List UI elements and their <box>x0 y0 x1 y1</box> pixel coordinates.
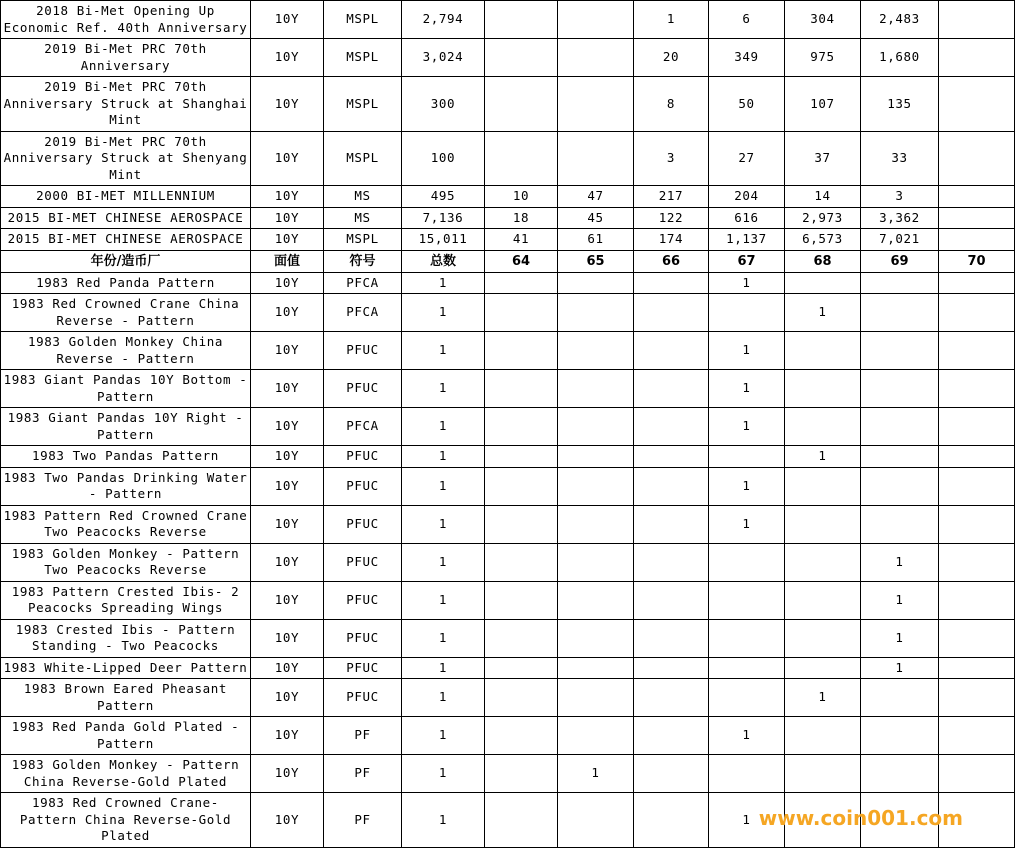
cell-g68 <box>785 793 861 848</box>
cell-g66 <box>634 543 709 581</box>
cell-g65 <box>558 77 634 132</box>
cell-symbol: PFCA <box>324 408 402 446</box>
cell-denomination: 10Y <box>251 294 324 332</box>
cell-g69 <box>861 370 939 408</box>
cell-g64 <box>485 467 558 505</box>
cell-name: 1983 Red Panda Gold Plated - Pattern <box>1 717 251 755</box>
cell-total: 1 <box>402 294 485 332</box>
cell-total: 1 <box>402 370 485 408</box>
cell-g66: 20 <box>634 39 709 77</box>
cell-denomination: 10Y <box>251 467 324 505</box>
cell-denomination: 10Y <box>251 370 324 408</box>
cell-g70 <box>939 229 1015 251</box>
cell-g70 <box>939 505 1015 543</box>
cell-g64 <box>485 446 558 468</box>
cell-g67: 27 <box>709 131 785 186</box>
cell-symbol: PFUC <box>324 657 402 679</box>
cell-g65 <box>558 581 634 619</box>
cell-symbol: MSPL <box>324 1 402 39</box>
cell-g64 <box>485 272 558 294</box>
cell-g69: 1 <box>861 581 939 619</box>
cell-g67 <box>709 657 785 679</box>
cell-g64: 10 <box>485 186 558 208</box>
cell-g65: 47 <box>558 186 634 208</box>
cell-g67 <box>709 755 785 793</box>
cell-denomination: 10Y <box>251 581 324 619</box>
cell-g65: 61 <box>558 229 634 251</box>
cell-g65 <box>558 370 634 408</box>
cell-g64 <box>485 1 558 39</box>
cell-g67 <box>709 581 785 619</box>
cell-g69 <box>861 679 939 717</box>
cell-g68: 1 <box>785 679 861 717</box>
cell-name: 1983 Golden Monkey - Pattern China Reverse-Gold Plated <box>1 755 251 793</box>
cell-g66 <box>634 679 709 717</box>
cell-g65 <box>558 408 634 446</box>
cell-symbol: PFUC <box>324 679 402 717</box>
cell-g70 <box>939 408 1015 446</box>
cell-g65 <box>558 505 634 543</box>
cell-g70 <box>939 294 1015 332</box>
cell-g69: 7,021 <box>861 229 939 251</box>
table-row <box>1 39 1015 77</box>
cell-g65 <box>558 446 634 468</box>
cell-g65 <box>558 39 634 77</box>
cell-total: 1 <box>402 755 485 793</box>
cell-name: 1983 Giant Pandas 10Y Right - Pattern <box>1 408 251 446</box>
cell-symbol: PF <box>324 755 402 793</box>
table-row <box>1 294 1015 332</box>
cell-g69: 1 <box>861 543 939 581</box>
cell-symbol: MSPL <box>324 77 402 132</box>
cell-g70 <box>939 717 1015 755</box>
cell-g68 <box>785 619 861 657</box>
cell-denomination: 10Y <box>251 408 324 446</box>
cell-g67: 1 <box>709 332 785 370</box>
cell-g70 <box>939 332 1015 370</box>
cell-g69: 1 <box>861 619 939 657</box>
cell-g67: 1 <box>709 370 785 408</box>
cell-g68: 2,973 <box>785 207 861 229</box>
cell-name: 1983 Pattern Crested Ibis- 2 Peacocks Spreading Wings <box>1 581 251 619</box>
cell-g69 <box>861 755 939 793</box>
cell-g64 <box>485 793 558 848</box>
cell-name: 1983 Golden Monkey China Reverse - Pattern <box>1 332 251 370</box>
cell-g64 <box>485 39 558 77</box>
cell-g66 <box>634 272 709 294</box>
cell-g64 <box>485 131 558 186</box>
cell-g68 <box>785 332 861 370</box>
cell-g65 <box>558 657 634 679</box>
cell-g64 <box>485 332 558 370</box>
cell-total: 1 <box>402 408 485 446</box>
cell-g68: 14 <box>785 186 861 208</box>
cell-g68 <box>785 717 861 755</box>
cell-g66 <box>634 793 709 848</box>
cell-total: 15,011 <box>402 229 485 251</box>
column-header-g69: 69 <box>861 250 939 272</box>
cell-symbol: PFUC <box>324 467 402 505</box>
cell-symbol: PF <box>324 717 402 755</box>
cell-symbol: MS <box>324 207 402 229</box>
cell-symbol: PFUC <box>324 332 402 370</box>
cell-g64: 18 <box>485 207 558 229</box>
cell-denomination: 10Y <box>251 77 324 132</box>
cell-denomination: 10Y <box>251 505 324 543</box>
table-row <box>1 793 1015 848</box>
cell-g67 <box>709 543 785 581</box>
cell-g64 <box>485 717 558 755</box>
table-row <box>1 207 1015 229</box>
cell-total: 1 <box>402 505 485 543</box>
site-watermark: www.coin001.com <box>758 806 963 830</box>
cell-g69 <box>861 294 939 332</box>
cell-name: 1983 Two Pandas Drinking Water - Pattern <box>1 467 251 505</box>
cell-g68 <box>785 408 861 446</box>
cell-g66: 8 <box>634 77 709 132</box>
table-row <box>1 272 1015 294</box>
cell-g68: 1 <box>785 294 861 332</box>
cell-symbol: PFUC <box>324 619 402 657</box>
cell-name: 1983 White-Lipped Deer Pattern <box>1 657 251 679</box>
cell-denomination: 10Y <box>251 679 324 717</box>
table-row <box>1 717 1015 755</box>
cell-name: 1983 Red Panda Pattern <box>1 272 251 294</box>
cell-g64: 41 <box>485 229 558 251</box>
cell-g68 <box>785 467 861 505</box>
cell-g69 <box>861 505 939 543</box>
cell-g69: 1,680 <box>861 39 939 77</box>
column-header-g65: 65 <box>558 250 634 272</box>
cell-g70 <box>939 793 1015 848</box>
cell-denomination: 10Y <box>251 229 324 251</box>
cell-denomination: 10Y <box>251 657 324 679</box>
cell-name: 2019 Bi-Met PRC 70th Anniversary Struck at Shanghai Mint <box>1 77 251 132</box>
cell-g65 <box>558 332 634 370</box>
cell-g66 <box>634 408 709 446</box>
cell-g68: 304 <box>785 1 861 39</box>
cell-g70 <box>939 131 1015 186</box>
cell-denomination: 10Y <box>251 39 324 77</box>
cell-g64 <box>485 755 558 793</box>
cell-denomination: 10Y <box>251 543 324 581</box>
cell-g67 <box>709 679 785 717</box>
cell-name: 2015 BI-MET CHINESE AEROSPACE <box>1 229 251 251</box>
cell-symbol: MSPL <box>324 229 402 251</box>
cell-g68 <box>785 543 861 581</box>
cell-name: 1983 Pattern Red Crowned Crane Two Peacocks Reverse <box>1 505 251 543</box>
cell-g67: 616 <box>709 207 785 229</box>
table-row <box>1 505 1015 543</box>
table-row <box>1 77 1015 132</box>
cell-total: 1 <box>402 717 485 755</box>
cell-total: 1 <box>402 467 485 505</box>
cell-g67: 6 <box>709 1 785 39</box>
cell-g67 <box>709 619 785 657</box>
cell-g64 <box>485 543 558 581</box>
table-row <box>1 332 1015 370</box>
cell-g68: 37 <box>785 131 861 186</box>
cell-g67: 50 <box>709 77 785 132</box>
cell-g66 <box>634 619 709 657</box>
cell-symbol: PFUC <box>324 543 402 581</box>
cell-denomination: 10Y <box>251 446 324 468</box>
cell-g69 <box>861 332 939 370</box>
cell-g68: 6,573 <box>785 229 861 251</box>
column-header-g67: 67 <box>709 250 785 272</box>
cell-g68 <box>785 272 861 294</box>
cell-symbol: PFCA <box>324 272 402 294</box>
cell-g68: 107 <box>785 77 861 132</box>
cell-symbol: PFUC <box>324 446 402 468</box>
cell-total: 1 <box>402 272 485 294</box>
cell-g65 <box>558 131 634 186</box>
cell-name: 1983 Giant Pandas 10Y Bottom - Pattern <box>1 370 251 408</box>
cell-g64 <box>485 408 558 446</box>
table-row <box>1 370 1015 408</box>
cell-g68 <box>785 657 861 679</box>
cell-g69: 1 <box>861 657 939 679</box>
table-row <box>1 186 1015 208</box>
cell-g67: 1 <box>709 467 785 505</box>
cell-g69 <box>861 408 939 446</box>
cell-symbol: PFUC <box>324 505 402 543</box>
column-header-denomination: 面值 <box>251 250 324 272</box>
cell-g66 <box>634 332 709 370</box>
cell-name: 1983 Red Crowned Crane China Reverse - Pattern <box>1 294 251 332</box>
cell-g66: 122 <box>634 207 709 229</box>
cell-g65: 45 <box>558 207 634 229</box>
cell-g66 <box>634 446 709 468</box>
column-header-g66: 66 <box>634 250 709 272</box>
cell-g66 <box>634 657 709 679</box>
cell-g65 <box>558 679 634 717</box>
cell-symbol: PFUC <box>324 581 402 619</box>
cell-g69 <box>861 717 939 755</box>
cell-g69 <box>861 272 939 294</box>
cell-g70 <box>939 272 1015 294</box>
cell-g69 <box>861 446 939 468</box>
cell-total: 1 <box>402 679 485 717</box>
cell-g69: 3,362 <box>861 207 939 229</box>
cell-g65 <box>558 793 634 848</box>
column-header-g70: 70 <box>939 250 1015 272</box>
cell-g68 <box>785 581 861 619</box>
table-row <box>1 446 1015 468</box>
cell-g64 <box>485 505 558 543</box>
cell-symbol: MS <box>324 186 402 208</box>
table-row <box>1 679 1015 717</box>
column-header-symbol: 符号 <box>324 250 402 272</box>
cell-total: 1 <box>402 581 485 619</box>
cell-g65 <box>558 1 634 39</box>
cell-g70 <box>939 543 1015 581</box>
cell-g69 <box>861 793 939 848</box>
cell-g70 <box>939 186 1015 208</box>
cell-g70 <box>939 207 1015 229</box>
cell-total: 3,024 <box>402 39 485 77</box>
cell-g67: 1 <box>709 717 785 755</box>
table-header-row <box>1 250 1015 272</box>
column-header-g68: 68 <box>785 250 861 272</box>
cell-total: 1 <box>402 619 485 657</box>
table-row <box>1 1 1015 39</box>
cell-total: 100 <box>402 131 485 186</box>
cell-g68 <box>785 505 861 543</box>
cell-g68: 975 <box>785 39 861 77</box>
cell-g66 <box>634 505 709 543</box>
cell-g66 <box>634 294 709 332</box>
cell-total: 1 <box>402 332 485 370</box>
cell-name: 2019 Bi-Met PRC 70th Anniversary Struck at Shenyang Mint <box>1 131 251 186</box>
cell-g66 <box>634 467 709 505</box>
cell-denomination: 10Y <box>251 755 324 793</box>
cell-g66 <box>634 717 709 755</box>
cell-g66: 217 <box>634 186 709 208</box>
cell-g70 <box>939 755 1015 793</box>
cell-total: 1 <box>402 793 485 848</box>
table-row <box>1 657 1015 679</box>
cell-denomination: 10Y <box>251 207 324 229</box>
cell-g66 <box>634 755 709 793</box>
cell-g64 <box>485 679 558 717</box>
cell-g70 <box>939 467 1015 505</box>
cell-denomination: 10Y <box>251 1 324 39</box>
cell-g64 <box>485 370 558 408</box>
cell-g70 <box>939 581 1015 619</box>
cell-g68 <box>785 370 861 408</box>
cell-g65 <box>558 619 634 657</box>
cell-g66: 1 <box>634 1 709 39</box>
cell-g66: 3 <box>634 131 709 186</box>
cell-total: 1 <box>402 446 485 468</box>
cell-denomination: 10Y <box>251 332 324 370</box>
table-row <box>1 619 1015 657</box>
cell-name: 2018 Bi-Met Opening Up Economic Ref. 40th Anniversary <box>1 1 251 39</box>
cell-total: 2,794 <box>402 1 485 39</box>
cell-g67: 1 <box>709 793 785 848</box>
cell-g70 <box>939 619 1015 657</box>
cell-symbol: PFCA <box>324 294 402 332</box>
cell-g66 <box>634 370 709 408</box>
cell-g64 <box>485 581 558 619</box>
cell-g69: 33 <box>861 131 939 186</box>
cell-g64 <box>485 77 558 132</box>
column-header-g64: 64 <box>485 250 558 272</box>
cell-g69 <box>861 467 939 505</box>
cell-total: 300 <box>402 77 485 132</box>
cell-denomination: 10Y <box>251 619 324 657</box>
cell-denomination: 10Y <box>251 272 324 294</box>
table-row <box>1 408 1015 446</box>
cell-g67: 204 <box>709 186 785 208</box>
cell-symbol: MSPL <box>324 39 402 77</box>
cell-total: 495 <box>402 186 485 208</box>
table-row <box>1 543 1015 581</box>
cell-total: 1 <box>402 657 485 679</box>
cell-denomination: 10Y <box>251 131 324 186</box>
table-row <box>1 755 1015 793</box>
cell-g68: 1 <box>785 446 861 468</box>
cell-g70 <box>939 77 1015 132</box>
cell-g70 <box>939 39 1015 77</box>
cell-denomination: 10Y <box>251 793 324 848</box>
cell-g66 <box>634 581 709 619</box>
cell-g67: 1 <box>709 505 785 543</box>
column-header-name: 年份/造币厂 <box>1 250 251 272</box>
cell-symbol: PFUC <box>324 370 402 408</box>
column-header-total: 总数 <box>402 250 485 272</box>
cell-name: 1983 Two Pandas Pattern <box>1 446 251 468</box>
cell-g67: 349 <box>709 39 785 77</box>
cell-g70 <box>939 446 1015 468</box>
cell-name: 2015 BI-MET CHINESE AEROSPACE <box>1 207 251 229</box>
cell-g70 <box>939 1 1015 39</box>
cell-name: 1983 Crested Ibis - Pattern Standing - Two Peacocks <box>1 619 251 657</box>
cell-g69: 135 <box>861 77 939 132</box>
cell-g67: 1 <box>709 408 785 446</box>
cell-symbol: PF <box>324 793 402 848</box>
cell-name: 1983 Red Crowned Crane- Pattern China Reverse-Gold Plated <box>1 793 251 848</box>
cell-g65 <box>558 543 634 581</box>
table-row <box>1 131 1015 186</box>
cell-g67 <box>709 446 785 468</box>
cell-g65 <box>558 717 634 755</box>
cell-total: 1 <box>402 543 485 581</box>
cell-g65 <box>558 467 634 505</box>
cell-g67: 1 <box>709 272 785 294</box>
table-row <box>1 467 1015 505</box>
cell-denomination: 10Y <box>251 717 324 755</box>
table-row <box>1 229 1015 251</box>
cell-g68 <box>785 755 861 793</box>
cell-g69: 3 <box>861 186 939 208</box>
cell-g64 <box>485 657 558 679</box>
table-body <box>1 1 1015 848</box>
cell-name: 1983 Golden Monkey - Pattern Two Peacocks Reverse <box>1 543 251 581</box>
cell-total: 7,136 <box>402 207 485 229</box>
cell-g70 <box>939 657 1015 679</box>
cell-symbol: MSPL <box>324 131 402 186</box>
cell-g65 <box>558 272 634 294</box>
cell-g70 <box>939 679 1015 717</box>
cell-g67: 1,137 <box>709 229 785 251</box>
cell-g65 <box>558 294 634 332</box>
cell-denomination: 10Y <box>251 186 324 208</box>
cell-name: 2019 Bi-Met PRC 70th Anniversary <box>1 39 251 77</box>
cell-g70 <box>939 370 1015 408</box>
cell-name: 1983 Brown Eared Pheasant Pattern <box>1 679 251 717</box>
cell-g65: 1 <box>558 755 634 793</box>
cell-g67 <box>709 294 785 332</box>
cell-g66: 174 <box>634 229 709 251</box>
cell-g69: 2,483 <box>861 1 939 39</box>
cell-g64 <box>485 619 558 657</box>
cell-g64 <box>485 294 558 332</box>
table-row <box>1 581 1015 619</box>
cell-name: 2000 BI-MET MILLENNIUM <box>1 186 251 208</box>
